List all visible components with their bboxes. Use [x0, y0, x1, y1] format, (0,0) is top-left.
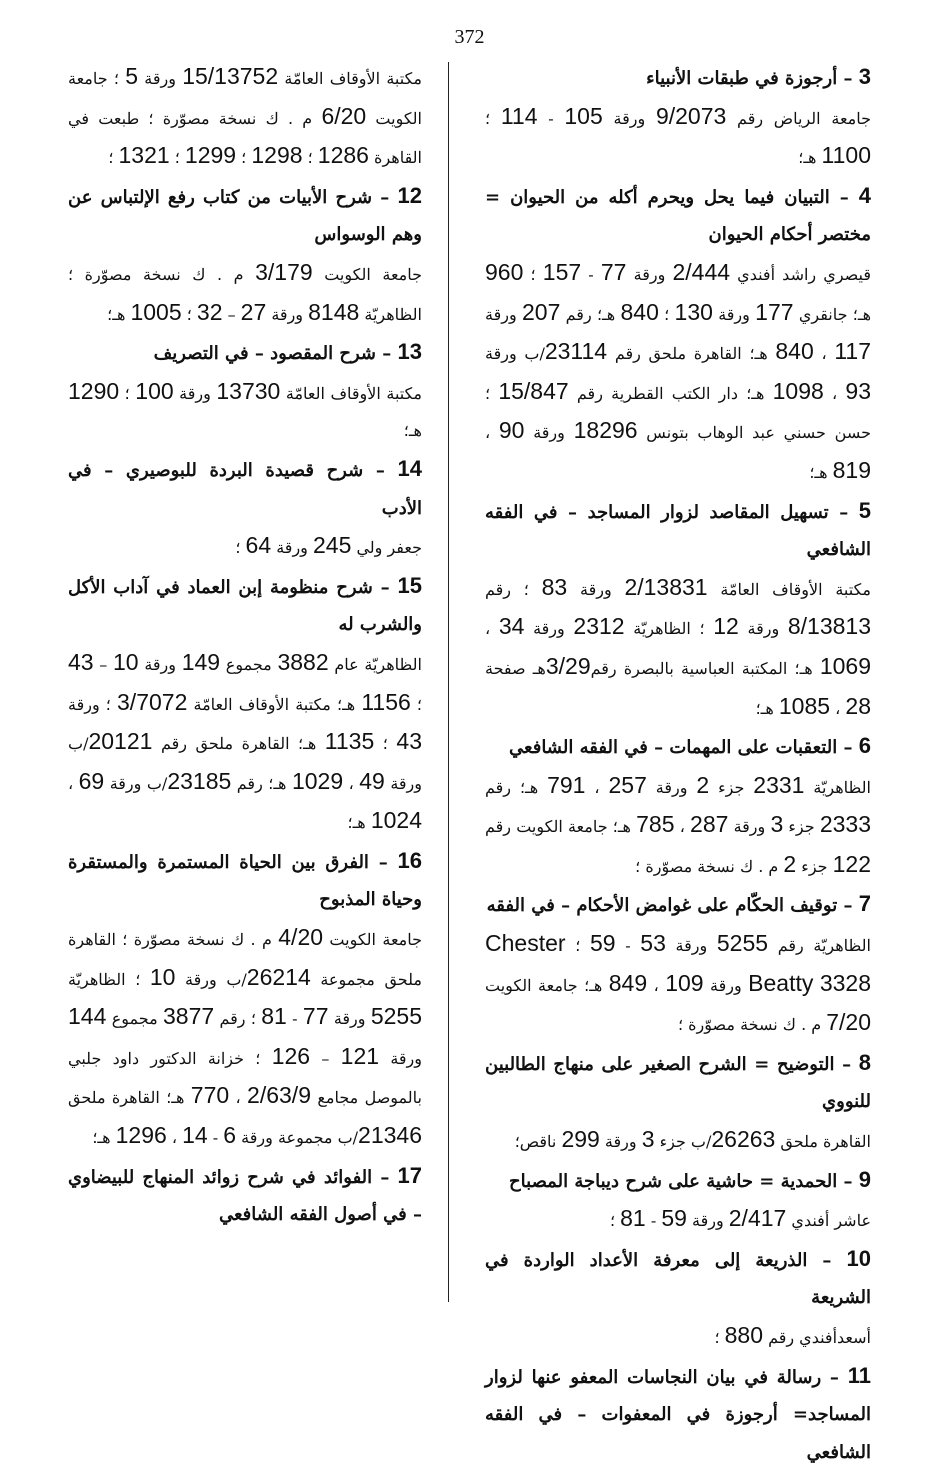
entry-body: جامعة الكويت 3/179 م . ك نسخة مصوّرة ؛ الظاهريّة 8148 ورقة 27 – 32 ؛ 1005 هـ؛	[68, 258, 422, 325]
entry	[68, 58, 422, 177]
entry-body: الظاهريّة 2331 جزء 2 ورقة 257 ، 791 هـ؛ رقم 2333 جزء 3 ورقة 287 ، 785 هـ؛ جامعة الكويت رقم 122 جزء 2 م . ك نسخة مصوّرة ؛	[485, 771, 871, 877]
entry	[485, 1357, 871, 1471]
entry	[68, 1157, 422, 1234]
entry-title: شرح منظومة إبن العماد في آداب الأكل والشرب له	[68, 576, 422, 636]
entry-title: تسهيل المقاصد لزوار المساجد – في الفقه الشافعي	[485, 501, 871, 561]
entry-number: 3	[858, 64, 871, 89]
entry-heading: 17 – الفوائد في شرح زوائد المنهاج للبيضاوي – في أصول الفقه الشافعي	[68, 1162, 422, 1226]
entry-heading: 8 – التوضيح = الشرح الصغير على منهاج الطالبين للنووي	[485, 1049, 871, 1113]
entry-heading: 14 – شرح قصيدة البردة للبوصيري – في الأدب	[68, 455, 422, 519]
entry-number: 6	[858, 733, 871, 759]
entry-heading: 6 – التعقبات على المهمات – في الفقه الشافعي	[509, 733, 871, 759]
left-column	[68, 58, 422, 1234]
entry	[485, 1240, 871, 1357]
entry-number: 10	[846, 1245, 871, 1271]
entry-body: عاشر أفندي 2/417 ورقة 59 - 81 ؛	[609, 1205, 871, 1232]
entry	[485, 1044, 871, 1161]
entry-body: أسعدأفندي رقم 880 ؛	[714, 1322, 871, 1348]
entry	[68, 177, 422, 333]
entry-number: 16	[397, 847, 422, 873]
right-column	[485, 58, 871, 1471]
entry-heading: 4 – التبيان فيما يحل ويحرم أكله من الحيوان = مختصر أحكام الحيوان	[485, 182, 871, 246]
entry-title: شرح المقصود – في التصريف	[153, 343, 376, 365]
entry-title: شرح قصيدة البردة للبوصيري – في الأدب	[68, 459, 422, 519]
entry-title: التعقبات على المهمات – في الفقه الشافعي	[509, 737, 838, 759]
entry	[485, 727, 871, 885]
entry-heading: 5 – تسهيل المقاصد لزوار المساجد – في الفقه الشافعي	[485, 497, 871, 561]
entry-title: الذريعة إلى معرفة الأعداد الواردة في الشريعة	[485, 1249, 871, 1309]
entry-number: 17	[397, 1162, 422, 1188]
entry	[485, 885, 871, 1043]
entry-number: 7	[858, 891, 871, 917]
entry-number: 11	[847, 1362, 871, 1388]
entry	[485, 177, 871, 492]
entry-number: 8	[858, 1049, 871, 1075]
entry-title: الفوائد في شرح زوائد المنهاج للبيضاوي – في أصول الفقه الشافعي	[68, 1166, 422, 1226]
entry	[485, 1161, 871, 1240]
entry-number: 9	[858, 1166, 871, 1192]
entry-number: 13	[397, 339, 422, 365]
entry-body: مكتبة الأوقاف العامّة 13730 ورقة 100 ؛ 1290 هـ؛	[68, 377, 423, 441]
entry-body: جعفر ولي 245 ورقة 64 ؛	[235, 532, 422, 559]
entry-title: رسالة في بيان النجاسات المعفو عنها لزوار المساجد= أرجوزة في المعفوات – في الفقه الشافعي	[485, 1366, 871, 1463]
entry-body: القاهرة ملحق 26263/ب جزء 3 ورقة 299 ناقص؛	[514, 1126, 871, 1153]
entry-body: الظاهريّة رقم 5255 ورقة 53 - 59 ؛ Chester Beatty 3328 ورقة 109 ، 849 هـ؛ جامعة الكويت 7/20 م . ك نسخة مصوّرة ؛	[485, 930, 872, 1036]
entry-heading: 16 – الفرق بين الحياة المستمرة والمستقرة وحياة المذبوح	[68, 847, 422, 911]
entry-body: جامعة الكويت 4/20 م . ك نسخة مصوّرة ؛ القاهرة ملحق مجموعة 26214/ب ورقة 10 ؛ الظاهريّة 5255 ورقة 77 - 81 ؛ رقم 3877 مجموع 144 ورقة 121 – 126 ؛ خزانة الدكتور داود جلبي بالموصل مجامع 2/63/9 ، 770 هـ؛ القاهرة ملحق 21346/ب مجموعة ورقة 6 - 14 ، 1296 هـ؛	[68, 924, 423, 1149]
entry-heading: 11 – رسالة في بيان النجاسات المعفو عنها لزوار المساجد= أرجوزة في المعفوات – في الفقه الشافعي	[485, 1362, 871, 1463]
entry-title: التوضيح = الشرح الصغير على منهاج الطالبين للنووي	[485, 1053, 871, 1113]
entry-body: جامعة الرياض رقم 9/2073 ورقة 105 - 114 ؛ 1100 هـ؛	[485, 102, 871, 169]
entry-body: مكتبة الأوقاف العامّة 15/13752 ورقة 5 ؛ جامعة الكويت 6/20 م . ك نسخة مصوّرة ؛ طبعت في القاهرة 1286 ؛ 1298 ؛ 1299 ؛ 1321 ؛	[68, 63, 423, 169]
entry-title: شرح الأبيات من كتاب رفع الإلتباس عن وهم الوسواس	[68, 186, 422, 246]
entry-title: أرجوزة في طبقات الأنبياء	[646, 68, 838, 89]
entry	[485, 492, 871, 728]
entry	[68, 333, 422, 450]
entry-heading: 13 – شرح المقصود – في التصريف	[153, 339, 422, 365]
entry-number: 4	[858, 182, 871, 208]
entry-number: 15	[397, 572, 422, 598]
entry-number: 12	[397, 182, 422, 208]
entry-body: قيصري راشد أفندي 2/444 ورقة 77 - 157 ؛ 960 هـ؛ جانقري 177 ورقة 130 ؛ 840 هـ؛ رقم 207 ورقة 117 ، 840 هـ؛ القاهرة ملحق رقم 23114/ب ورقة 93 ، 1098 هـ؛ دار الكتب القطرية رقم 15/847 ؛ حسن حسني عبد الوهاب بتونس 18296 ورقة 90 ، 819 هـ؛	[485, 258, 872, 483]
entry-title: الحمدية = حاشية على شرح ديباجة المصباح	[509, 1170, 838, 1192]
entry-heading: 7 – توقيف الحكّام على غوامض الأحكام – في الفقه	[486, 891, 871, 917]
entry-heading: 3 – أرجوزة في طبقات الأنبياء	[646, 64, 871, 89]
entry	[68, 567, 422, 842]
entry-title: الفرق بين الحياة المستمرة والمستقرة وحياة المذبوح	[68, 851, 422, 911]
column-divider	[448, 62, 449, 1302]
entry-body: مكتبة الأوقاف العامّة 2/13831 ورقة 83 ؛ رقم 8/13813 ورقة 12 ؛ الظاهريّة 2312 ورقة 34 ، 1069 هـ؛ المكتبة العباسية بالبصرة رقم3/29هـ صفحة 28 ، 1085 هـ؛	[485, 573, 871, 719]
entry-number: 5	[858, 497, 871, 523]
entry-title: توقيف الحكّام على غوامض الأحكام – في الفقه	[486, 895, 838, 917]
entry-title: التبيان فيما يحل ويحرم أكله من الحيوان = مختصر أحكام الحيوان	[485, 186, 871, 246]
page-number: 372	[454, 26, 485, 48]
entry	[68, 842, 422, 1157]
entry	[485, 58, 871, 177]
entry-heading: 15 – شرح منظومة إبن العماد في آداب الأكل والشرب له	[68, 572, 422, 636]
entry	[68, 450, 422, 567]
entry-body: الظاهريّة عام 3882 مجموع 149 ورقة 10 – 43 ؛ 1156 هـ؛ مكتبة الأوقاف العامّة 3/7072 ؛ ورقة 43 ؛ 1135 هـ؛ القاهرة ملحق رقم 20121/ب ورقة 49 ، 1029 هـ؛ رقم 23185/ب ورقة 69 ، 1024 هـ؛	[68, 648, 423, 834]
entry-heading: 10 – الذريعة إلى معرفة الأعداد الواردة في الشريعة	[485, 1245, 871, 1309]
entry-heading: 12 – شرح الأبيات من كتاب رفع الإلتباس عن وهم الوسواس	[68, 182, 422, 246]
entry-number: 14	[397, 455, 422, 481]
entry-heading: 9 – الحمدية = حاشية على شرح ديباجة المصباح	[509, 1166, 871, 1192]
